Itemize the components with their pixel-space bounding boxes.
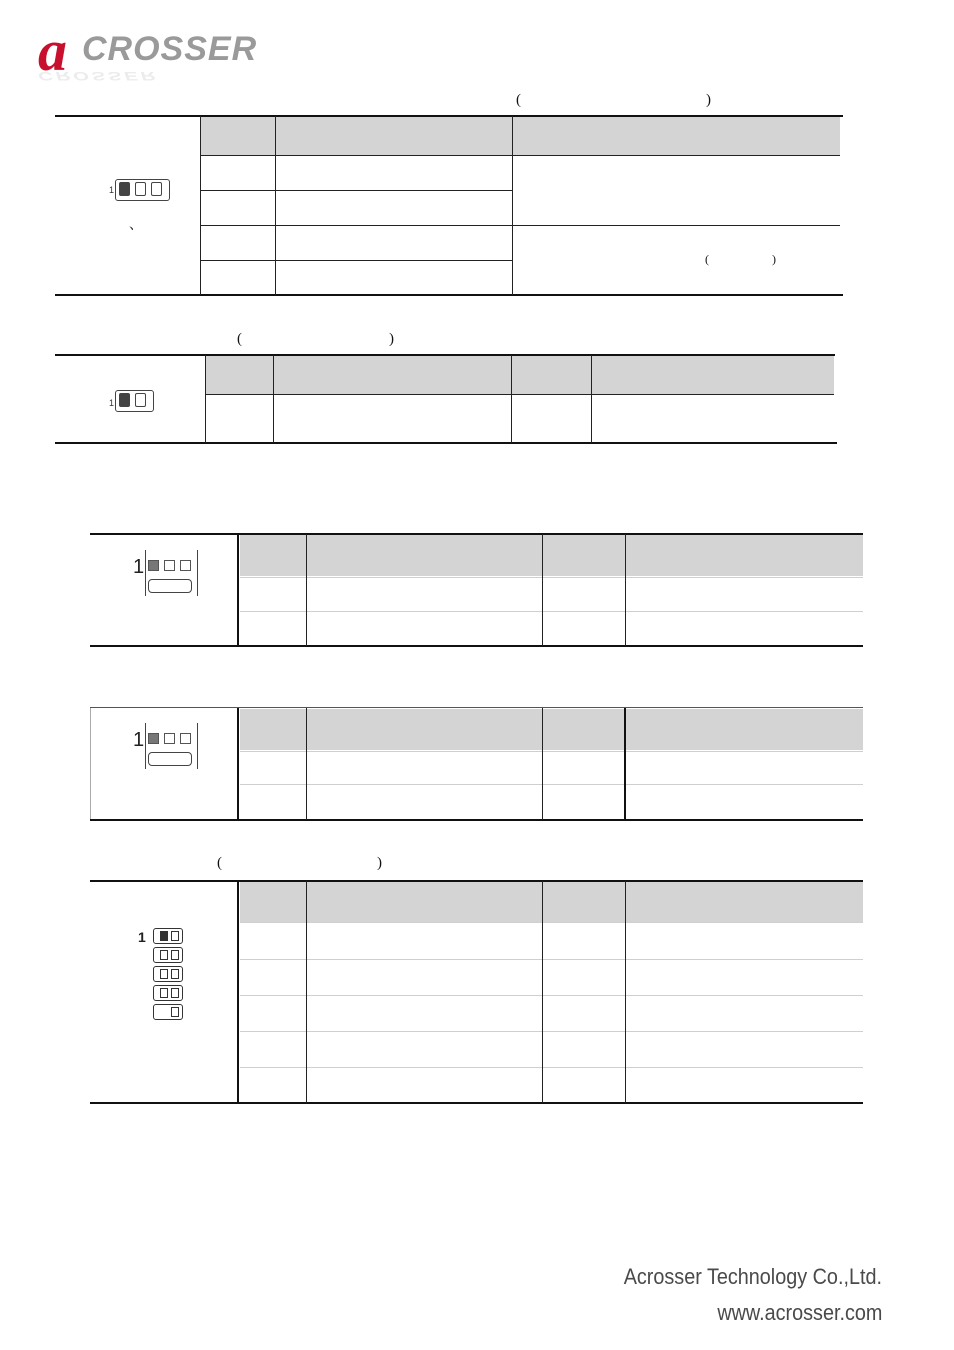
logo-reflection: CROSSER — [38, 69, 158, 83]
section2-open-paren: ( — [237, 331, 242, 347]
footer-company-name: Acrosser Technology Co.,Ltd. — [623, 1264, 882, 1289]
section4-pin1-label: 1 — [133, 729, 145, 751]
section1-note-close-paren: ) — [772, 252, 776, 266]
section2-pin1-label: 1 — [109, 398, 115, 408]
logo-wordmark: CROSSER — [82, 30, 258, 68]
jumper-3pin-icon — [115, 179, 170, 201]
section1-mark: 、 — [129, 216, 143, 232]
header-3pin-icon — [145, 723, 201, 773]
section5-pin1-label: 1 — [138, 929, 146, 945]
jumper-2pin-icon — [115, 390, 154, 412]
logo-mark: a — [38, 18, 67, 83]
section5-open-paren: ( — [217, 855, 222, 871]
section5-close-paren: ) — [377, 855, 382, 871]
section2-header-row — [206, 356, 834, 394]
footer-website-url: www.acrosser.com — [716, 1300, 882, 1325]
section3-pin1-label: 1 — [133, 556, 145, 578]
section3-header-row — [240, 535, 863, 576]
section1-pin1-label: 1 — [109, 185, 115, 195]
section1-open-paren: ( — [516, 92, 521, 108]
header-3pin-icon — [145, 550, 201, 600]
section5-header-row — [240, 882, 863, 922]
section4-header-row — [240, 709, 863, 750]
header-10pin-icon — [153, 928, 187, 1026]
section2-close-paren: ) — [389, 331, 394, 347]
section1-close-paren: ) — [706, 92, 711, 108]
acrosser-logo — [38, 20, 308, 84]
section1-note-open-paren: ( — [705, 252, 709, 266]
section1-header-row — [201, 117, 840, 155]
